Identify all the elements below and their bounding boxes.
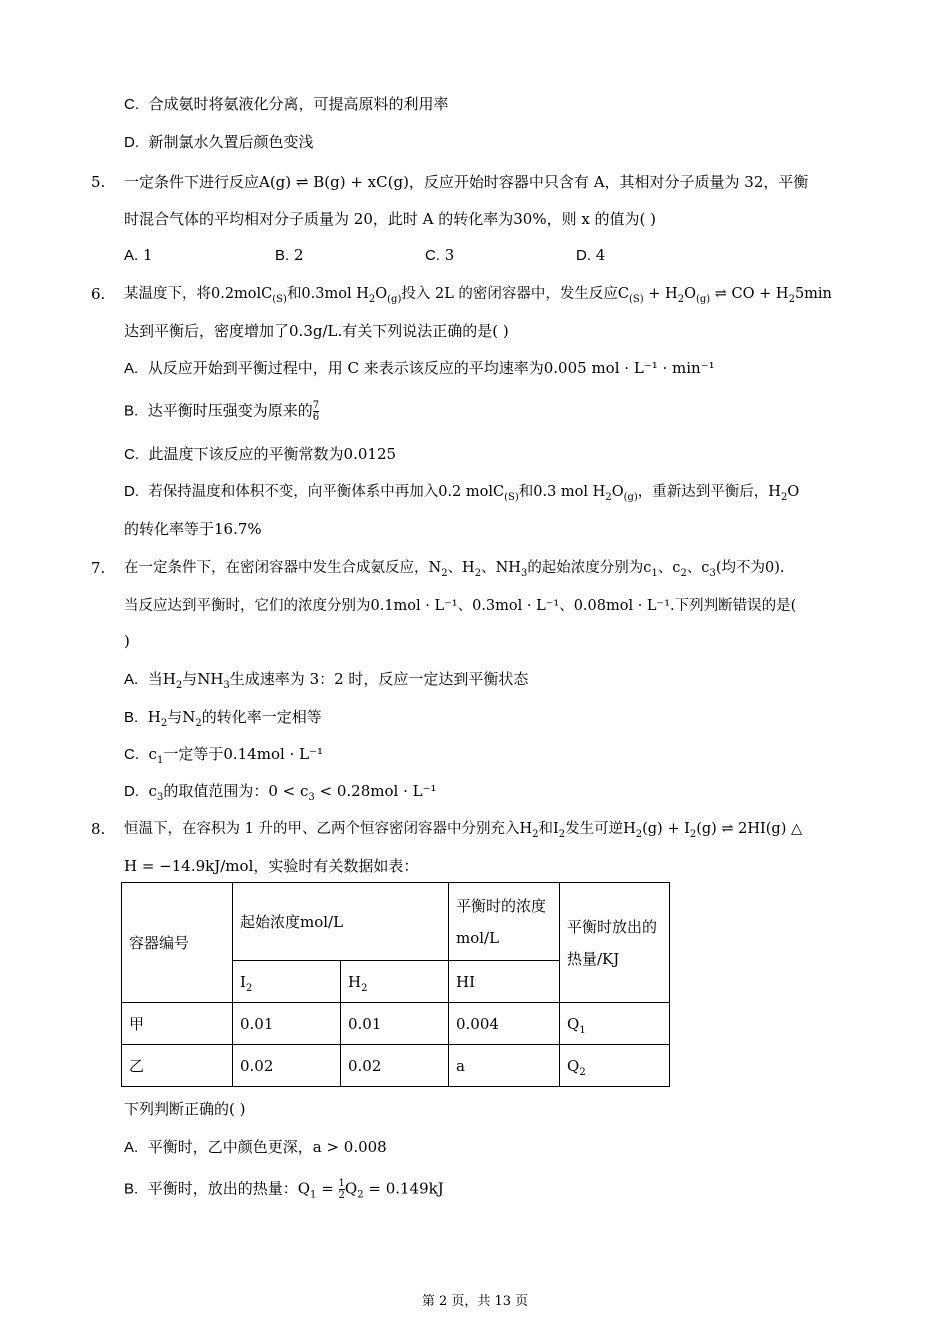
table-row (122, 1003, 670, 1045)
text-run: 某温度下，将0.2molC (124, 286, 273, 302)
header-heat (560, 883, 670, 1003)
text-run: 发生可逆H (565, 821, 636, 837)
text-run: 一定等于0.14mol · L⁻¹ (163, 745, 323, 763)
text-run: 5min (794, 286, 832, 302)
subscript: 2 (689, 829, 697, 840)
text-run: O (375, 286, 388, 302)
text-run: c (148, 782, 157, 800)
option-text: 4 (595, 246, 606, 264)
cell-i2: 0.02 (233, 1045, 341, 1087)
q8-prompt: 下列判断正确的( ) (124, 1100, 246, 1118)
option-label: D. (124, 134, 139, 151)
subscript: 2 (579, 1066, 586, 1078)
option-text: 新制氯水久置后颜色变浅 (148, 133, 314, 151)
subscript: 2 (635, 829, 643, 840)
option-text: 1 (142, 246, 153, 264)
text-run: 的起始浓度分别为c (527, 560, 652, 576)
subscript: 2 (245, 982, 253, 994)
fraction-denominator: 6 (312, 412, 320, 423)
q5-option-c (425, 245, 454, 266)
cell-h2: 0.01 (341, 1003, 449, 1045)
text-run: O (787, 484, 800, 500)
text-run: 的取值范围为：0 < c (163, 782, 309, 800)
q7-option-c (124, 744, 323, 765)
subscript: 1 (156, 755, 164, 766)
option-label: C. (425, 247, 440, 264)
cell-heat (560, 1045, 670, 1087)
option-text: 3 (444, 246, 455, 264)
q7-stem-line2: 当反应达到平衡时，它们的浓度分别为0.1mol · L⁻¹、0.3mol · L⁻¹、0.08mol · L⁻¹.下列判断错误的是( (124, 598, 797, 614)
subscript: 2 (441, 568, 448, 579)
subscript: 1 (651, 568, 658, 579)
fraction-denominator: 2 (338, 1190, 345, 1201)
q4-option-c (124, 94, 449, 115)
subscript: (S) (629, 294, 644, 305)
subscript: 3 (223, 680, 230, 691)
option-label: D. (576, 247, 591, 264)
option-text: 合成氨时将氨液化分离，可提高原料的利用率 (148, 95, 449, 113)
q5-option-d (576, 245, 605, 266)
cell-hi: 0.004 (449, 1003, 560, 1045)
text-run: 与NH (182, 670, 224, 688)
text-run: 生成速率为 3：2 时，反应一定达到平衡状态 (229, 670, 529, 688)
text-run: Q (344, 1179, 358, 1198)
option-label: B. (124, 402, 139, 420)
option-label: A. (124, 247, 139, 264)
text-run: 、c (686, 560, 710, 576)
text-run: 平衡时，放出的热量：Q (147, 1179, 311, 1198)
q5-option-b (275, 245, 304, 266)
text-run: 和0.3 mol H (518, 484, 606, 500)
text-run: = (316, 1179, 339, 1198)
option-text: 从反应开始到平衡过程中，用 C 来表示该反应的平均速率为0.005 mol · L⁻¹ · min⁻¹ (147, 359, 715, 377)
header-text: 热量/KJ (567, 949, 620, 968)
option-text: 达平衡时压强变为原来的 (147, 401, 313, 420)
header-text: 平衡时的浓度 (456, 896, 547, 915)
text-run: 当H (147, 670, 176, 688)
subscript: 2 (532, 829, 539, 840)
subscript: 1 (310, 1189, 317, 1201)
option-label: A. (124, 360, 139, 377)
text-run: (g) ⇌ 2HI(g) △ (696, 821, 803, 837)
table-header-row (122, 883, 670, 961)
question-number: 8. (91, 820, 106, 838)
subscript: (S) (272, 294, 287, 305)
text-run: H (348, 972, 362, 991)
option-label: C. (124, 96, 139, 113)
text-run: < 0.28mol · L⁻¹ (314, 782, 437, 800)
option-label: D. (124, 783, 139, 800)
q7-stem-line1 (124, 558, 784, 578)
subscript: 2 (605, 492, 612, 503)
text-run: 恒温下，在容积为 1 升的甲、乙两个恒容密闭容器中分别充入H (124, 821, 533, 837)
subheader-i2 (233, 961, 341, 1003)
text-run: 、c (657, 560, 681, 576)
subscript: 2 (677, 294, 685, 305)
subscript: (g) (387, 294, 402, 305)
text-run: 若保持温度和体积不变，向平衡体系中再加入0.2 molC (148, 484, 505, 500)
text-run: Q (567, 1014, 580, 1033)
subscript: 2 (680, 568, 687, 579)
q7-stem-line3: ) (124, 632, 130, 650)
text-run: (g) + I (642, 821, 690, 837)
option-label: B. (124, 709, 139, 726)
subscript: 1 (579, 1024, 586, 1036)
q8-stem-line2: H = −14.9kJ/mol，实验时有关数据如表： (124, 857, 419, 875)
cell-name: 甲 (122, 1003, 233, 1045)
q7-option-a (124, 669, 528, 690)
subscript: 2 (474, 568, 482, 579)
text-run: 、NH (481, 560, 521, 576)
header-text: mol/L (456, 928, 500, 947)
subscript: 3 (709, 568, 716, 579)
header-initial-conc: 起始浓度mol/L (233, 883, 449, 961)
text-run: O (684, 286, 696, 302)
q5-stem-line1: 一定条件下进行反应A(g) ⇌ B(g) + xC(g)，反应开始时容器中只含有 A，其相对分子质量为 32，平衡 (124, 173, 809, 191)
subscript: 2 (780, 492, 788, 503)
q8-stem-line1 (124, 819, 802, 839)
option-label: B. (275, 247, 290, 264)
q6-option-b (124, 400, 319, 423)
option-text: 平衡时，乙中颜色更深，a > 0.008 (147, 1138, 387, 1156)
text-run: 在一定条件下，在密闭容器中发生合成氨反应，N (124, 560, 442, 576)
text-run: 投入 2L 的密闭容器中，发生反应C (401, 286, 630, 302)
option-label: A. (124, 671, 139, 688)
text-run: = 0.149kJ (363, 1179, 444, 1198)
cell-i2: 0.01 (233, 1003, 341, 1045)
text-run: O (611, 484, 624, 500)
cell-hi: a (449, 1045, 560, 1087)
subscript: (g) (623, 492, 638, 503)
option-label: D. (124, 483, 139, 500)
text-run: 、H (447, 560, 475, 576)
q4-option-d (124, 132, 314, 153)
option-text: 此温度下该反应的平衡常数为0.0125 (148, 445, 397, 463)
option-label: A. (124, 1139, 139, 1156)
cell-heat (560, 1003, 670, 1045)
q5-option-a (124, 245, 153, 266)
subheader-h2 (341, 961, 449, 1003)
subscript: 2 (357, 1189, 364, 1201)
subscript: 3 (308, 792, 315, 803)
text-run: + H (643, 286, 678, 302)
subscript: 2 (361, 982, 368, 994)
fraction (313, 400, 319, 423)
text-run: ⇌ CO + H (710, 286, 789, 302)
text-run: H (147, 708, 161, 726)
q6-option-c (124, 444, 396, 465)
subscript: 2 (558, 829, 566, 840)
q7-option-b (124, 707, 322, 728)
text-run: 的转化率一定相等 (201, 708, 322, 726)
question-number: 5. (91, 173, 106, 191)
fraction-numerator: 1 (338, 1178, 345, 1189)
option-label: C. (124, 746, 139, 763)
text-run: ，重新达到平衡后，H (637, 484, 781, 500)
fraction-numerator: 7 (312, 400, 320, 411)
subscript: 2 (175, 680, 183, 691)
option-label: C. (124, 446, 139, 463)
cell-h2: 0.02 (341, 1045, 449, 1087)
text-run: Q (567, 1056, 580, 1075)
q6-stem-line2: 达到平衡后，密度增加了0.3g/L.有关下列说法正确的是( ) (124, 322, 509, 340)
subscript: 2 (160, 718, 168, 729)
cell-name: 乙 (122, 1045, 233, 1087)
text-run: c (148, 745, 157, 763)
subscript: (S) (504, 492, 519, 503)
text-run: 和I (538, 821, 559, 837)
q8-option-a (124, 1137, 387, 1158)
q6-option-d-line2: 的转化率等于16.7% (124, 520, 262, 538)
q7-option-d (124, 781, 437, 802)
table-row (122, 1045, 670, 1087)
subscript: 3 (156, 792, 164, 803)
subscript: 2 (368, 294, 376, 305)
page-footer: 第 2 页，共 13 页 (421, 1294, 529, 1309)
option-text: 2 (293, 246, 304, 264)
text-run: 与N (167, 708, 196, 726)
subscript: (g) (695, 294, 711, 305)
text-run: (均不为0). (715, 560, 785, 576)
subheader-hi: HI (449, 961, 560, 1003)
data-table (121, 882, 670, 1087)
header-eq-conc (449, 883, 560, 961)
question-number: 6. (91, 285, 106, 303)
subscript: 2 (195, 718, 202, 729)
text-run: I (240, 972, 246, 991)
text-run: 和0.3mol H (286, 286, 369, 302)
option-label: B. (124, 1180, 139, 1198)
subscript: 3 (520, 568, 528, 579)
q6-stem-line1 (124, 284, 832, 304)
q5-stem-line2: 时混合气体的平均相对分子质量为 20，此时 A 的转化率为30%，则 x 的值为( ) (124, 210, 657, 228)
subscript: 2 (788, 294, 795, 305)
header-text: 平衡时放出的 (567, 917, 658, 936)
q6-option-a (124, 358, 715, 379)
question-number: 7. (91, 559, 106, 577)
q6-option-d (124, 482, 799, 502)
q8-option-b (124, 1178, 444, 1201)
header-container-id: 容器编号 (122, 883, 233, 1003)
